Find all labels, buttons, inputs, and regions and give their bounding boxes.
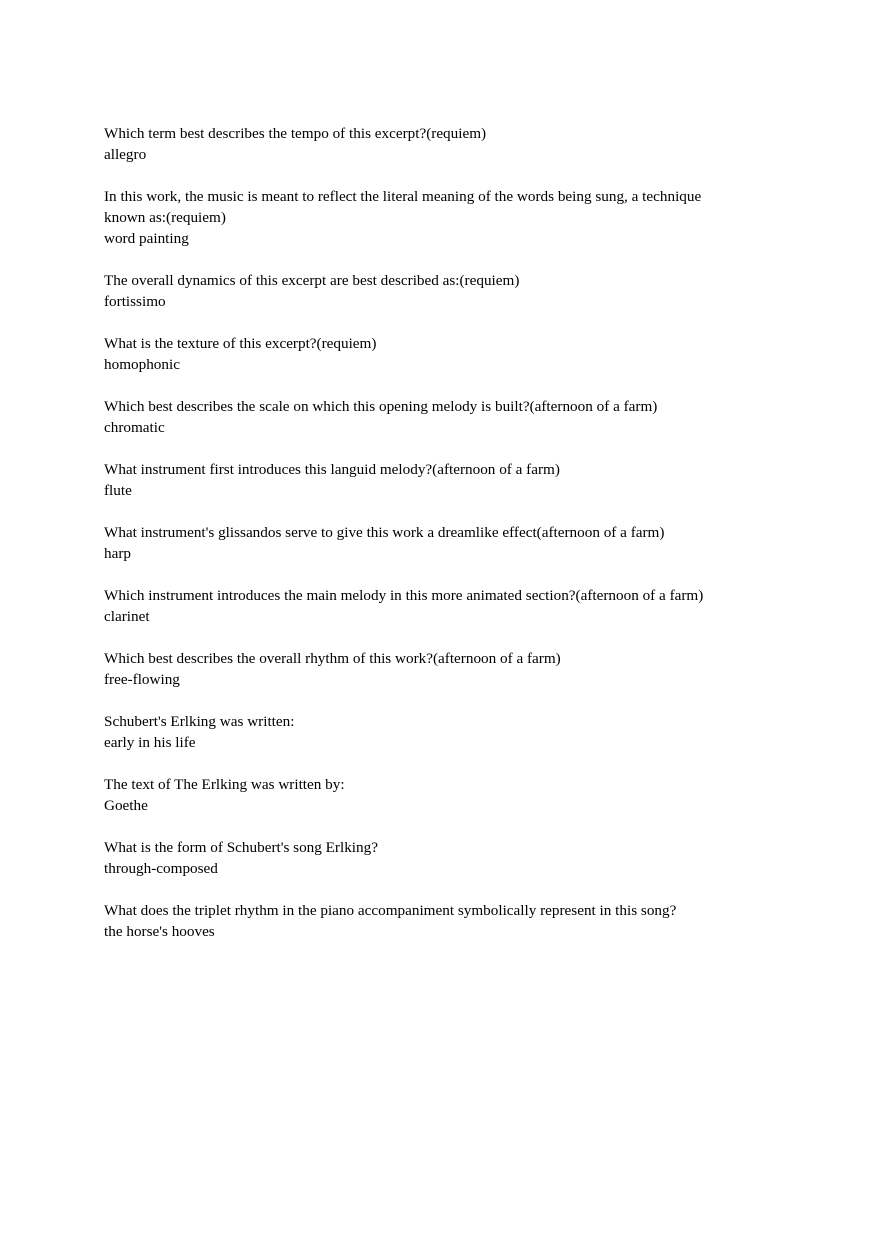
answer-text: Goethe xyxy=(104,797,148,814)
qa-item xyxy=(104,774,744,816)
answer-text: homophonic xyxy=(104,356,180,373)
qa-item xyxy=(104,123,744,165)
answer-text: flute xyxy=(104,482,132,499)
answer-text: free-flowing xyxy=(104,671,180,688)
question-text: What instrument first introduces this languid melody?(afternoon of a farm) xyxy=(104,461,560,478)
qa-item xyxy=(104,522,744,564)
question-text: The overall dynamics of this excerpt are best described as:(requiem) xyxy=(104,272,520,289)
question-text: Which instrument introduces the main melody in this more animated section?(afternoon of a farm) xyxy=(104,587,704,604)
qa-item xyxy=(104,585,744,627)
question-text: Which best describes the scale on which this opening melody is built?(afternoon of a farm) xyxy=(104,398,658,415)
answer-text: early in his life xyxy=(104,734,196,751)
question-text: The text of The Erlking was written by: xyxy=(104,776,345,793)
question-text: Which term best describes the tempo of this excerpt?(requiem) xyxy=(104,125,487,142)
answer-text: allegro xyxy=(104,146,147,163)
qa-item xyxy=(104,900,744,942)
answer-text: clarinet xyxy=(104,608,150,625)
question-text: What is the texture of this excerpt?(requiem) xyxy=(104,335,377,352)
answer-text: chromatic xyxy=(104,419,165,436)
answer-text: harp xyxy=(104,545,131,562)
qa-item xyxy=(104,459,744,501)
question-text: What instrument's glissandos serve to give this work a dreamlike effect(afternoon of a farm) xyxy=(104,524,665,541)
qa-item xyxy=(104,333,744,375)
question-text: What is the form of Schubert's song Erlking? xyxy=(104,839,378,856)
qa-item xyxy=(104,837,744,879)
qa-item xyxy=(104,396,744,438)
document-page xyxy=(104,123,744,963)
qa-item xyxy=(104,711,744,753)
qa-item xyxy=(104,648,744,690)
question-text: Schubert's Erlking was written: xyxy=(104,713,295,730)
qa-item xyxy=(104,186,744,249)
qa-item xyxy=(104,270,744,312)
answer-text: fortissimo xyxy=(104,293,166,310)
question-text: Which best describes the overall rhythm of this work?(afternoon of a farm) xyxy=(104,650,561,667)
answer-text: through-composed xyxy=(104,860,218,877)
answer-text: word painting xyxy=(104,230,189,247)
answer-text: the horse's hooves xyxy=(104,923,215,940)
question-text: What does the triplet rhythm in the piano accompaniment symbolically represent in this song? xyxy=(104,902,677,919)
question-text: In this work, the music is meant to reflect the literal meaning of the words being sung, a technique known as:(requiem) xyxy=(104,188,702,226)
